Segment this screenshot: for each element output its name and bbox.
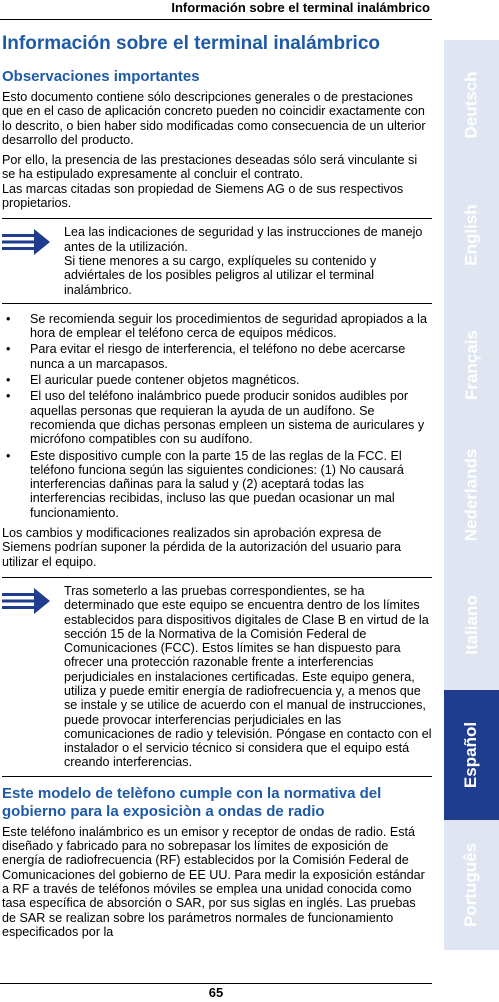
section-heading-exposicion: Este modelo de telèfono cumple con la normativa del gobierno para la exposiciòn a ondas de radio: [2, 784, 382, 820]
bullet-list: [2, 312, 432, 520]
main-content: [2, 32, 432, 945]
note-fcc-text: Tras someterlo a las pruebas correspondientes, se ha determinado que este equipo se encuentra dentro de los límites establecidos para dispositivos digitales de Clase B en virtud de la sección 15 de la Normativa de la Comisión Federal de Comunicaciones (FCC). Estos límites se han dispuesto para ofrecer una protección razonable frente a interferencias perjudiciales en instalaciones certificadas. Este equipo genera, utiliza y puede emitir energía de radiofrecuencia y, a menos que se instale y se utilice de acuerdo con el manual de instrucciones, puede provocar interferencias perjudiciales en las comunicaciones de radio y televisión. Póngase en contacto con el instalador o el servicio técnico si considera que el equipo está creando interferencias.: [64, 583, 432, 770]
language-label: Italiano: [461, 595, 481, 655]
language-tab-espanol[interactable]: [444, 690, 499, 820]
language-label: Nederlands: [461, 448, 481, 542]
paragraph-prestaciones-line: Por ello, la presencia de las prestaciones deseadas sólo será vinculante si se ha estipulado expresamente al concluir el contrato.: [2, 153, 418, 182]
language-tab-francais[interactable]: [444, 300, 499, 430]
language-tab-nederlands[interactable]: [444, 430, 499, 560]
note-arrow-icon: [2, 586, 52, 616]
note-safety-line1: Lea las indicaciones de seguridad y las instrucciones de manejo antes de la utilización.: [64, 225, 423, 254]
note-arrow-icon: [2, 227, 52, 257]
paragraph-prestaciones: [2, 153, 432, 210]
page-number: 65: [208, 985, 224, 1000]
paragraph-exposicion: Este teléfono inalámbrico es un emisor y receptor de ondas de radio. Está diseñado y fabricado para no sobrepasar los límites de exposición de energía de radiofrecuencia (RF) establecidos por la Comisión Federal de Comunicaciones del gobierno de EE UU. Para medir la exposición estándar a RF a través de teléfonos móviles se emplea una unidad conocida como tasa específica de absorción o SAR, por sus siglas en inglés. Las pruebas de SAR se realizan sobre los parámetros normales de funcionamiento especificados por la: [2, 824, 425, 939]
list-item: • Este dispositivo cumple con la parte 15 de las reglas de la FCC. El teléfono funciona según las siguientes condiciones: (1) No causará interferencias dañinas para la salud y (2) aceptará todas las interferencias recibidas, incluso las que puedan ocasionar un mal funcionamiento.: [2, 449, 432, 520]
language-tab-portugues[interactable]: [444, 820, 499, 950]
paragraph-cambios: Los cambios y modificaciones realizados sin aprobación expresa de Siemens podrían suponer la pérdida de la autorización del usuario para utilizar el equipo.: [2, 526, 402, 569]
list-item: • El auricular puede contener objetos magnéticos.: [2, 373, 432, 387]
note-safety: [2, 218, 432, 303]
language-label: Deutsch: [461, 71, 481, 139]
header-rule: [0, 19, 432, 20]
language-tab-english[interactable]: [444, 170, 499, 300]
list-item: • Para evitar el riesgo de interferencia, el teléfono no debe acercarse nunca a un marcapasos.: [2, 342, 432, 371]
paragraph-marcas: Las marcas citadas son propiedad de Siemens AG o de sus respectivos propietarios.: [2, 181, 404, 211]
paragraph-intro: Esto documento contiene sólo descripciones generales o de prestaciones que en el caso de aplicación concreto pueden no coincidir exactamente con lo descrito, o bien haber sido modificadas como consecuencia de un ulterior desarrollo del producto.: [2, 90, 426, 147]
note-fcc: [2, 577, 432, 777]
note-safety-line2: Si tiene menores a su cargo, explíqueles su contenido y adviértales de los posibles peligros al utilizar el terminal inalámbrico.: [64, 253, 377, 297]
language-label: Français: [461, 330, 481, 400]
language-label: English: [461, 204, 481, 266]
section-heading-observaciones: Observaciones importantes: [2, 68, 200, 85]
language-label: Español: [461, 721, 481, 789]
running-header: Información sobre el terminal inalámbrico: [171, 0, 430, 15]
list-item: • Se recomienda seguir los procedimientos de seguridad apropiados a la hora de emplear el teléfono cerca de equipos médicos.: [2, 312, 432, 341]
page-title: Información sobre el terminal inalámbrico: [2, 33, 380, 54]
footer-rule: [0, 983, 432, 984]
language-tab-italiano[interactable]: [444, 560, 499, 690]
language-label: Português: [461, 842, 481, 928]
language-tab-deutsch[interactable]: [444, 40, 499, 170]
list-item: • El uso del teléfono inalámbrico puede producir sonidos audibles por aquellas personas que requieran la ayuda de un audífono. Se recomienda que dichas personas empleen un sistema de auriculares y micrófono compatibles con su audífono.: [2, 389, 432, 446]
